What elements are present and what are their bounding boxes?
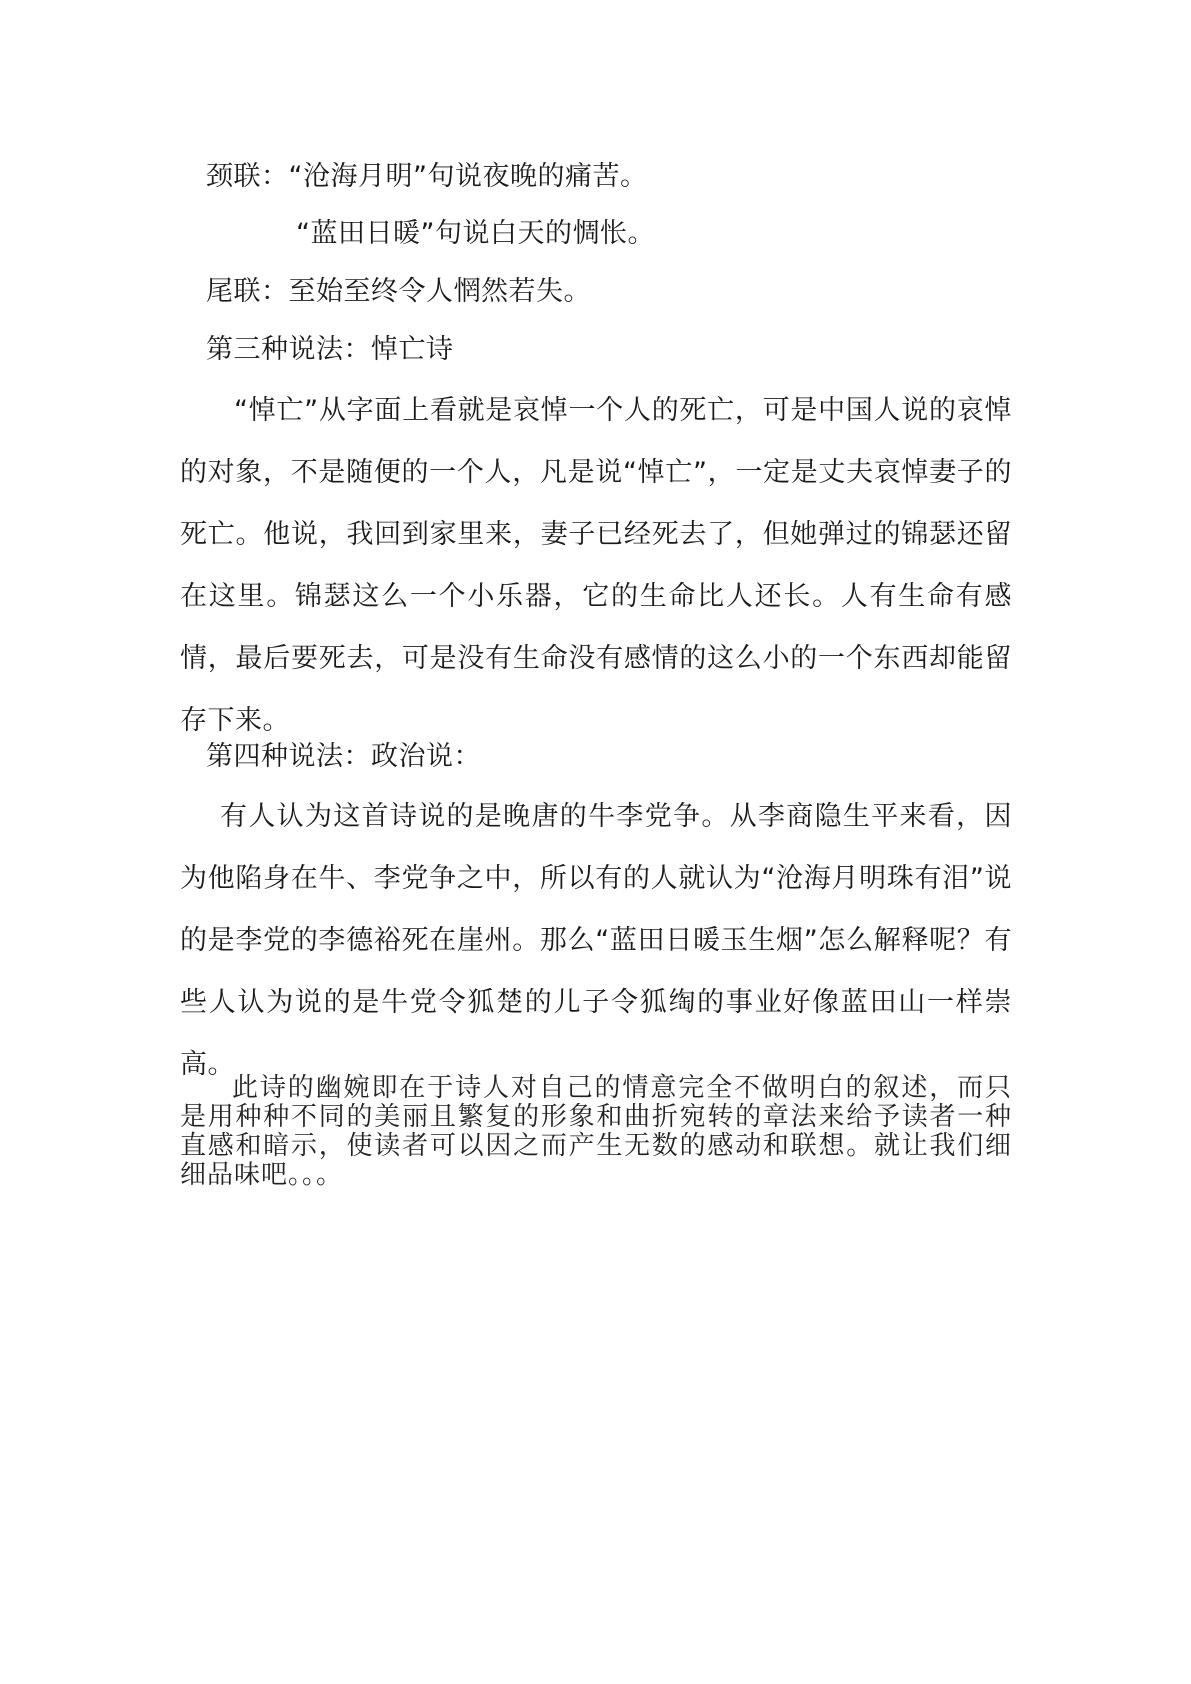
fourth-theory-paragraph: 有人认为这首诗说的是晚唐的牛李党争。从李商隐生平来看，因为他陷身在牛、李党争之中，所以有的人就认为“沧海月明珠有泪”说的是李党的李德裕死在崖州。那么“蓝田日暖玉生烟”怎么解释呢？有些人认为说的是牛党令狐楚的儿子令狐绹的事业好像蓝田山一样崇高。 (180, 801, 1012, 1080)
closing-paragraph: 此诗的幽婉即在于诗人对自己的情意完全不做明白的叙述，而只是用种种不同的美丽且繁复的形象和曲折宛转的章法来给予读者一种直感和暗示，使读者可以因之而产生无数的感动和联想。就让我们细细品味吧。。。 (180, 1073, 1012, 1190)
third-theory-heading: 第三种说法：悼亡诗 (206, 334, 454, 365)
weilian-line: 尾联：至始至终令人惘然若失。 (206, 276, 591, 307)
jinglian-line: 颈联：“沧海月明”句说夜晚的痛苦。 (206, 161, 648, 192)
fourth-theory-heading: 第四种说法：政治说： (206, 741, 481, 772)
lantian-line: “蓝田日暖”句说白天的惆怅。 (296, 218, 655, 249)
third-theory-paragraph: “悼亡”从字面上看就是哀悼一个人的死亡，可是中国人说的哀悼的对象，不是随便的一个人，凡是说“悼亡”，一定是丈夫哀悼妻子的死亡。他说，我回到家里来，妻子已经死去了，但她弹过的锦瑟还留在这里。锦瑟这么一个小乐器，它的生命比人还长。人有生命有感情，最后要死去，可是没有生命没有感情的这么小的一个东西却能留存下来。 (180, 395, 1012, 736)
